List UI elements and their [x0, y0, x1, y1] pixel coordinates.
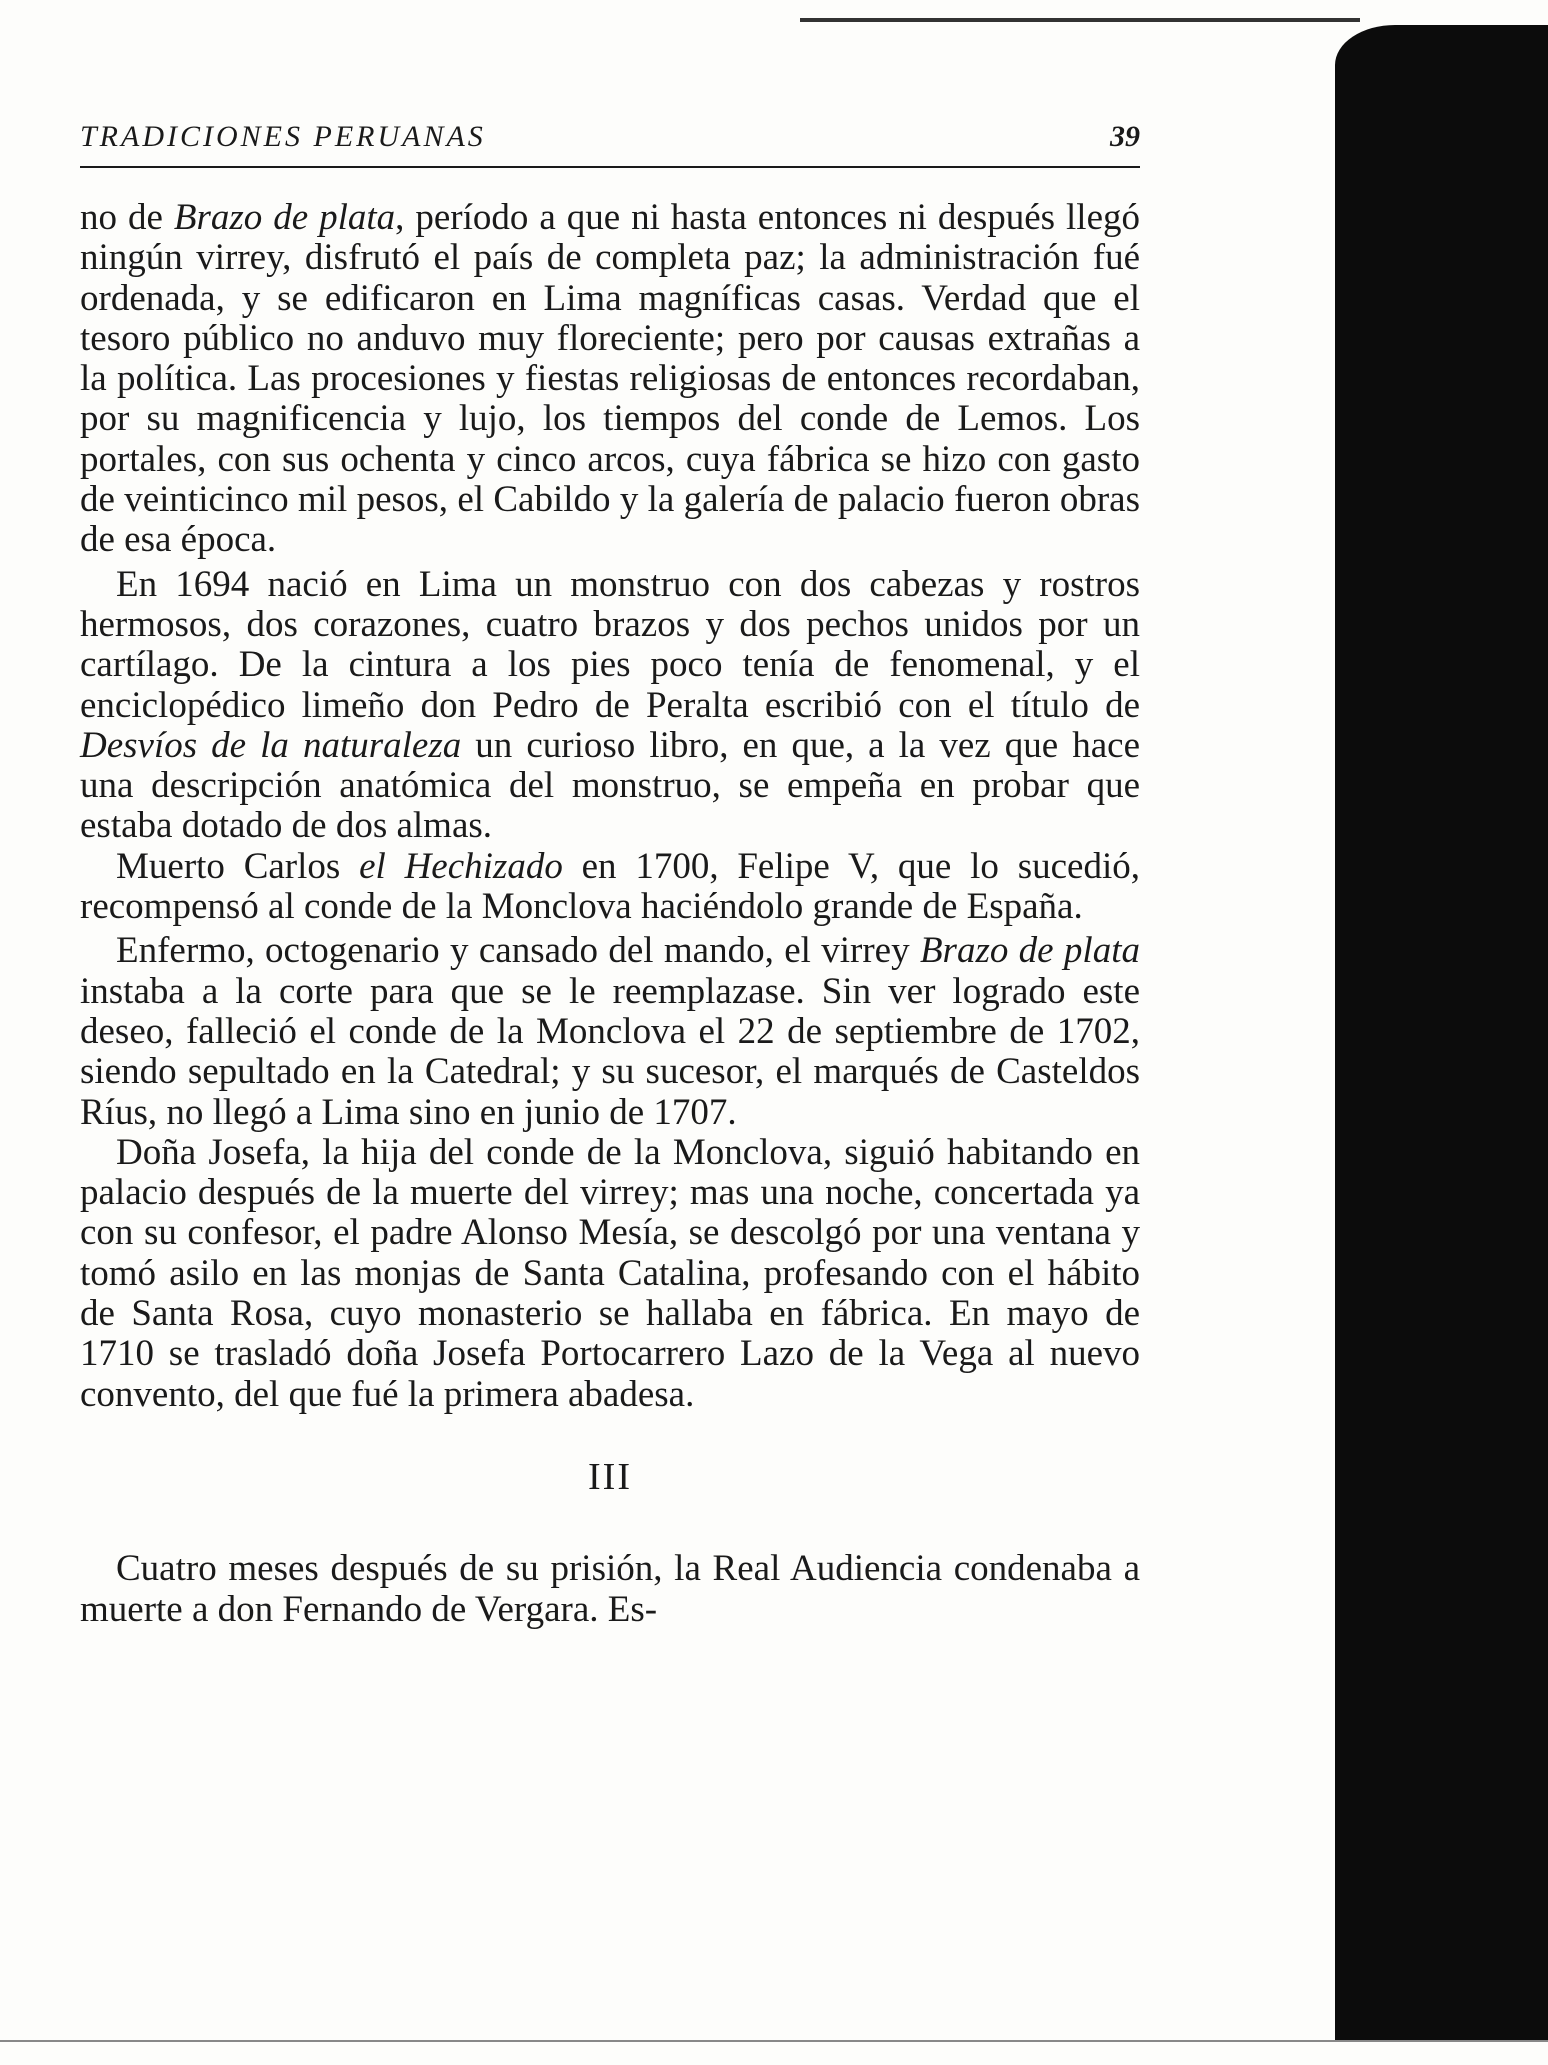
italic-title: el Hechizado: [359, 845, 563, 887]
paragraph-4: [80, 931, 1140, 1132]
text-run: Muerto Carlos: [116, 845, 360, 887]
italic-title: Brazo de plata: [919, 930, 1140, 972]
page-header: [80, 120, 1140, 168]
paragraph-2: [80, 565, 1140, 847]
paragraph-3: [80, 847, 1140, 928]
running-head: TRADICIONES PERUANAS: [80, 120, 486, 153]
body-text: [80, 198, 1140, 1630]
section-paragraph: Cuatro meses después de su prisión, la Real Audiencia condenaba a muerte a don Fernando de Vergara. Es-: [80, 1548, 1140, 1630]
section-heading: III: [588, 1455, 632, 1498]
scan-edge-top-shadow: [800, 18, 1360, 22]
text-run: no de: [80, 197, 174, 238]
text-run: , período a que ni hasta entonces ni después llegó ningún virrey, disfrutó el país de completa paz; la administración fué ordenada, y se edificaron en Lima magníficas casas. Verdad que el tesoro público no anduvo muy floreciente; pero por causas extrañas a la política. Las procesiones y fiestas religiosas de entonces recordaban, por su magnificencia y lujo, los tiempos del conde de Lemos. Los portales, con sus ochenta y cinco arcos, cuya fábrica se hizo con gasto de veinticinco mil pesos, el Cabildo y la galería de palacio fueron obras de esa época.: [80, 197, 1140, 561]
text-run: un curioso libro, en que, a la vez que hace una descripción anatómica del monstruo, se empeña en probar que estaba dotado de dos almas.: [80, 724, 1141, 847]
text-run: en 1700, Felipe V, que lo sucedió, recompensó al conde de la Monclova haciéndolo grande de España.: [80, 845, 1140, 928]
text-run: instaba a la corte para que se le reemplazase. Sin ver logrado este deseo, falleció el conde de la Monclova el 22 de septiembre de 1702, siendo sepultado en la Catedral; y su sucesor, el marqués de Casteldos Ríus, no llegó a Lima sino en junio de 1707.: [80, 970, 1140, 1133]
italic-title: Desvíos de la naturaleza: [80, 724, 462, 766]
scan-edge-shadow: [1335, 25, 1548, 2040]
paragraph-5: [80, 1133, 1140, 1415]
italic-title: Brazo de plata: [173, 197, 396, 238]
text-run: Enfermo, octogenario y cansado del mando, el virrey: [116, 930, 920, 972]
text-run: En 1694 nació en Lima un monstruo con dos cabezas y rostros hermosos, dos corazones, cuatro brazos y dos pechos unidos por un cartílago. De la cintura a los pies poco tenía de fenomenal, y el enciclopédico limeño don Pedro de Peralta escribió con el título de: [80, 563, 1140, 726]
text-run: Doña Josefa, la hija del conde de la Monclova, siguió habitando en palacio después de la muerte del virrey; mas una noche, concertada ya con su confesor, el padre Alonso Mesía, se descolgó por una ventana y tomó asilo en las monjas de Santa Catalina, profesando con el hábito de Santa Rosa, cuyo monasterio se hallaba en fábrica. En mayo de 1710 se trasladó doña Josefa Portocarrero Lazo de la Vega al nuevo convento, del que fué la primera abadesa.: [80, 1131, 1140, 1415]
paragraph-1: [80, 198, 1140, 561]
page-number: 39: [1110, 120, 1140, 153]
bottom-scan-line: [0, 2040, 1548, 2042]
